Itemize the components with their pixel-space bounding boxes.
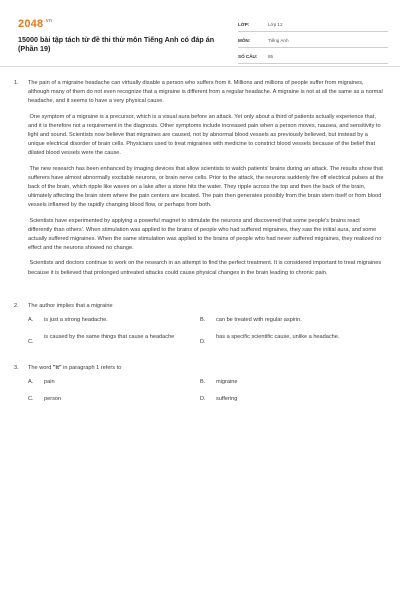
option-c[interactable] (28, 333, 200, 358)
answer-options (28, 378, 384, 412)
question-1 (14, 79, 384, 284)
option-letter: D. (200, 338, 206, 345)
passage-paragraph: The new research has been enhanced by imaging devices that allow scientists to watch patients' brains during an attack. The results show that sufferers have almost abnormally excitable neurons, or brain nerve cells. Prior to the attack, the neurons suddenly fire off electrical pulses at the back of the brain, which ripple like waves on a lake after a stone hits the water. They ripple across the top and then the back of the brain, ultimately affecting the brain stem where the pain centers are located. The pain then generates possibly from the brain stem itself or from blood vessels inflamed by the rapidly changing blood flow, or perhaps from both. (28, 165, 384, 209)
prompt-text: The word (28, 365, 53, 372)
passage-paragraph: Scientists and doctors continue to work on the research in an attempt to find the perfect treatment. It is considered important to treat migraines because it is believed that prolonged untreated attacks could cause physical changes in the brain leading to chronic pain. (28, 260, 382, 276)
option-letter: A. (28, 379, 34, 386)
option-d[interactable] (200, 395, 380, 412)
option-a[interactable] (28, 316, 200, 333)
logo-suffix: .vn (44, 18, 53, 24)
answer-options (28, 316, 384, 358)
question-prompt: The author implies that a migraine (28, 302, 113, 309)
meta-label: LỚP: (238, 22, 250, 27)
option-b[interactable] (200, 378, 380, 395)
passage-paragraph: Scientists have experimented by applying a powerful magnet to stimulate the neurons and discovered that some people's brains react differently than others'. When stimulation was applied to the brains of people who had suffered migraines, they saw the initial aura, and some actually suffered migraines. When the same stimulation was applied to the brains of people who had never suffered migraines, they realized no effect and the neurons showed no change. (28, 217, 382, 252)
option-d[interactable] (200, 333, 380, 358)
meta-label: MÔN: (238, 38, 251, 43)
reading-passage (28, 79, 384, 284)
meta-row-count (238, 50, 388, 64)
passage-paragraph: The pain of a migraine headache can virtually disable a person who suffers from it. Millions and millions of people suffer from migraines, although many of them do not even recognize that a migraine is different from a regular headache. A migraine is not at all the same as a normal headache, and it seems to have a very physical cause. (28, 80, 383, 105)
option-text: suffering (216, 396, 238, 403)
header-divider (0, 66, 400, 67)
question-3 (14, 364, 384, 412)
option-b[interactable] (200, 316, 380, 333)
option-text: can be treated with regular aspirin. (216, 317, 302, 324)
passage-paragraph: One symptom of a migraine is a precursor, which is a visual aura before an attack. Yet only about a third of patients actually experience that, and it is therefore not a requirement in the diagnosis. Other symptoms include increased pain when a person moves, nausea, and sensitivity to light and sound. Scientists now believe that migraines are caused, not by abnormal blood vessels as previously believed, but instead by a unique electrical disorder of brain cells. Physicians used to treat migraines with medicine to constrict blood vessels because of the belief that dilated blood vessels were the cause. (28, 113, 381, 157)
option-a[interactable] (28, 378, 200, 395)
question-number: 3. (14, 365, 19, 372)
option-text: has a specific scientific cause, unlike a headache. (216, 334, 340, 341)
option-letter: A. (28, 317, 34, 324)
meta-label: SỐ CÂU: (238, 54, 258, 59)
document-title: 15000 bài tập tách từ đề thi thử môn Tiếng Anh có đáp án (Phần 19) (18, 35, 215, 53)
prompt-emphasis: "it" (52, 365, 62, 372)
option-letter: B. (200, 317, 206, 324)
page-header (10, 8, 390, 58)
site-logo[interactable] (18, 18, 52, 30)
option-c[interactable] (28, 395, 200, 412)
logo-text: 2048 (18, 18, 44, 30)
option-text: is caused by the same things that cause a headache (44, 334, 175, 341)
option-letter: B. (200, 379, 206, 386)
option-text: person (44, 396, 62, 403)
meta-value: 85 (268, 54, 274, 59)
meta-table (238, 18, 388, 66)
option-text: migraine (216, 379, 238, 386)
question-number: 1. (14, 80, 19, 86)
meta-value: Tiếng Anh (268, 38, 289, 43)
option-letter: C. (28, 396, 34, 403)
option-text: pain (44, 379, 55, 386)
option-letter: D. (200, 396, 206, 403)
question-number: 2. (14, 302, 19, 309)
meta-row-subject (238, 34, 388, 48)
option-letter: C. (28, 338, 34, 345)
prompt-text: in paragraph 1 refers to (61, 365, 122, 372)
question-prompt (28, 364, 384, 373)
option-text: is just a strong headache. (44, 317, 108, 324)
question-content (14, 79, 384, 412)
meta-value: Lớp 12 (268, 22, 283, 27)
question-2 (14, 302, 384, 358)
meta-row-class (238, 18, 388, 32)
